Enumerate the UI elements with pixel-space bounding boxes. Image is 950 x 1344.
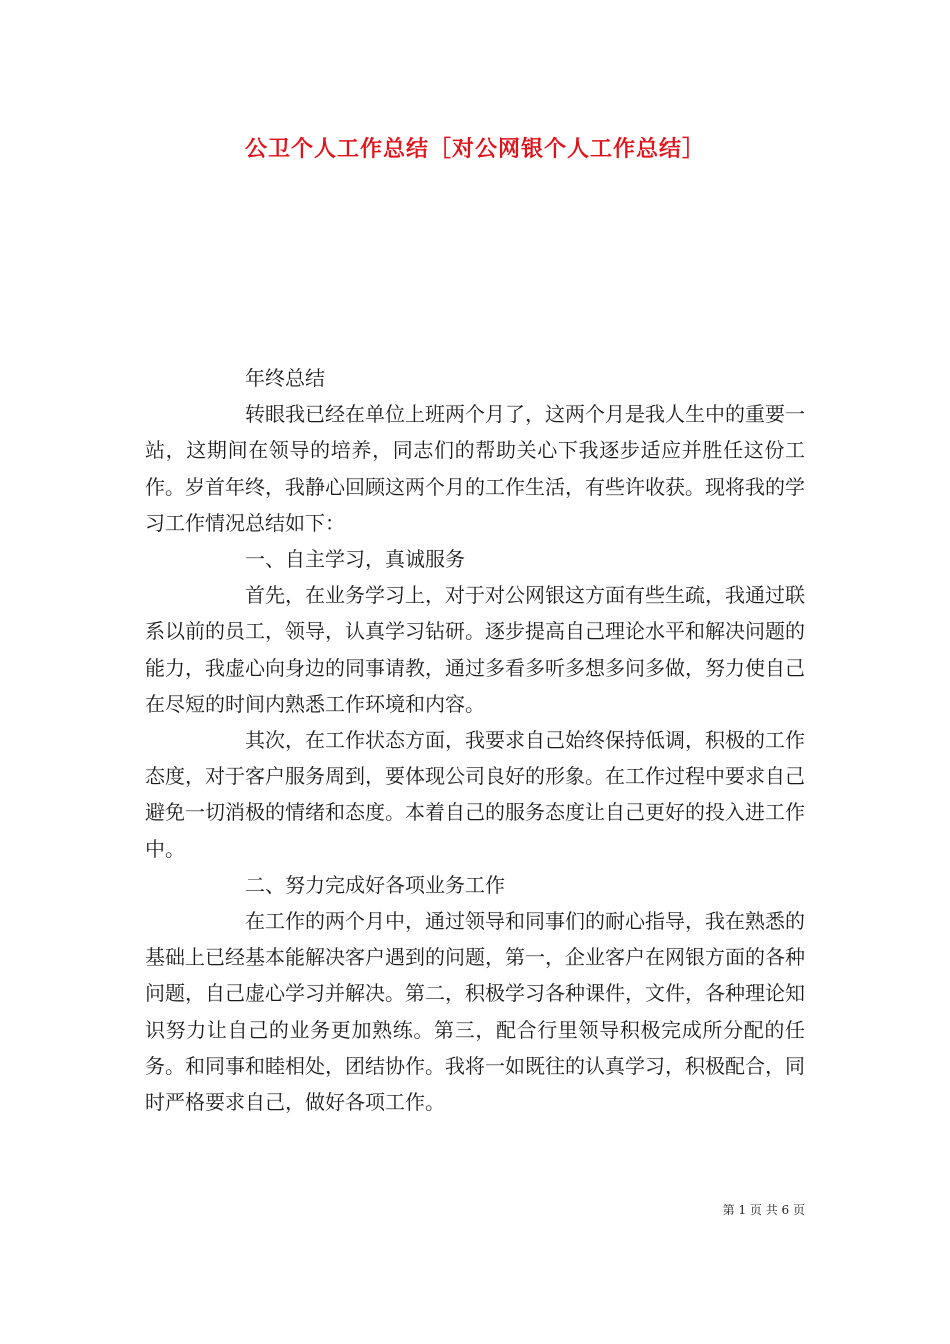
section-heading-summary: 年终总结: [245, 366, 325, 390]
page-number: 第 1 页 共 6 页: [722, 1203, 805, 1217]
section-heading-business: 二、努力完成好各项业务工作: [245, 872, 505, 897]
paragraph-learning: 首先，在业务学习上，对于对公网银这方面有些生疏，我通过联系以前的员工，领导，认真学习钻研。逐步提高自己理论水平和解决问题的能力，我虚心向身边的同事请教，通过多看多听多想多问多做，努力使自己在尽短的时间内熟悉工作环境和内容。: [145, 583, 805, 716]
paragraph-attitude: 其次，在工作状态方面，我要求自己始终保持低调，积极的工作态度，对于客户服务周到，要体现公司良好的形象。在工作过程中要求自己避免一切消极的情绪和态度。本着自己的服务态度让自己更好的投入进工作中。: [145, 728, 805, 861]
document-title: 公卫个人工作总结［对公网银个人工作总结］: [244, 136, 705, 162]
document-body: [145, 360, 805, 1120]
paragraph-business: 在工作的两个月中，通过领导和同事们的耐心指导，我在熟悉的基础上已经基本能解决客户遇到的问题，第一，企业客户在网银方面的各种问题，自己虚心学习并解决。第二，积极学习各种课件，文件，各种理论知识努力让自己的业务更加熟练。第三，配合行里领导积极完成所分配的任务。和同事和睦相处，团结协作。我将一如既往的认真学习，积极配合，同时严格要求自己，做好各项工作。: [145, 909, 805, 1115]
section-heading-learning: 一、自主学习，真诚服务: [245, 547, 465, 572]
paragraph-intro: 转眼我已经在单位上班两个月了，这两个月是我人生中的重要一站，这期间在领导的培养，同志们的帮助关心下我逐步适应并胜任这份工作。岁首年终，我静心回顾这两个月的工作生活，有些许收获。现将我的学习工作情况总结如下：: [145, 402, 805, 535]
